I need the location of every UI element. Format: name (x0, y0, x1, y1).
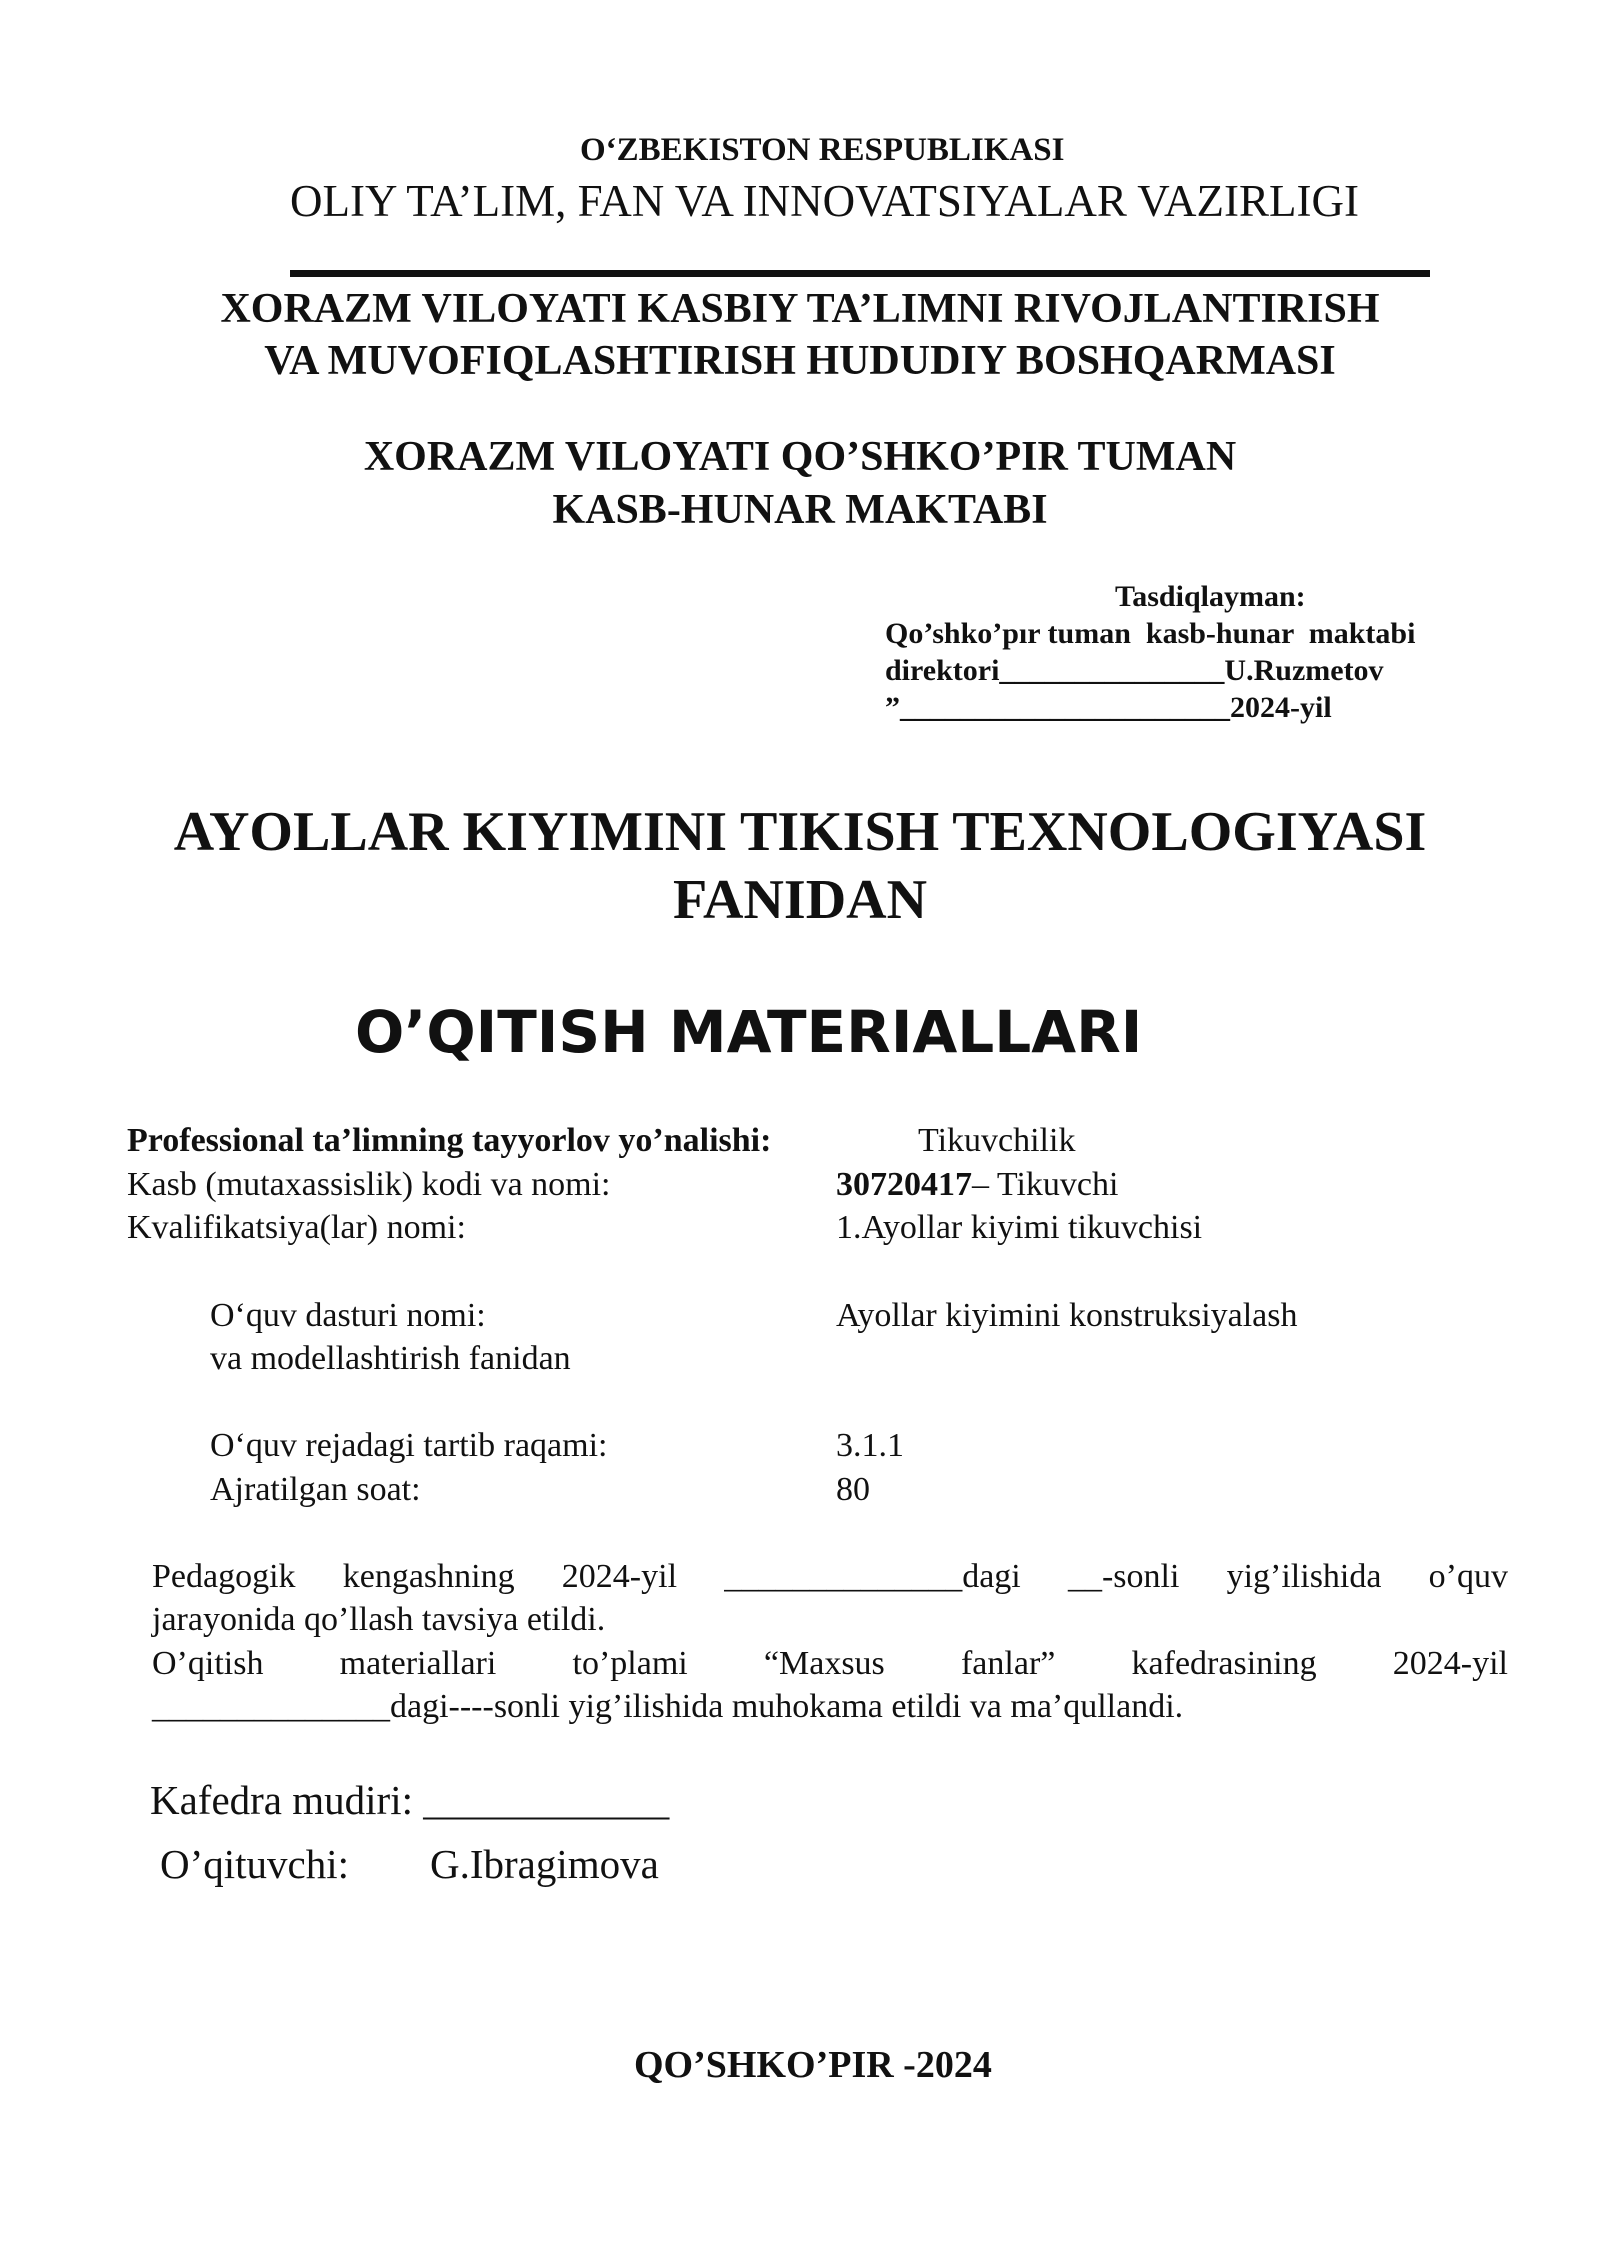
teacher-label: O’qituvchi: (160, 1841, 350, 1887)
subject-title-line2: FANIDAN (672, 869, 928, 931)
approval-line2: direktori_______________U.Ruzmetov (885, 654, 1384, 687)
qualification-label: Kvalifikatsiya(lar) nomi: (127, 1209, 466, 1246)
program-label-line2: va modellashtirish fanidan (210, 1340, 571, 1377)
paragraph1-line1: Pedagogik kengashning 2024-yil ______________dagi __-sonli yig’ilishida o’quv (152, 1558, 1508, 1595)
admin-heading-line2: VA MUVOFIQLASHTIRISH HUDUDIY BOSHQARMASI (264, 338, 1336, 384)
approval-line3: ”______________________2024-yil (885, 691, 1332, 724)
program-value: Ayollar kiyimini konstruksiyalash (836, 1297, 1298, 1334)
school-heading-line2: KASB-HUNAR MAKTABI (552, 487, 1048, 533)
direction-value: Tikuvchilik (918, 1122, 1076, 1159)
republic-heading: O‘ZBEKISTON RESPUBLIKASI (580, 132, 1065, 168)
header-divider (290, 270, 1430, 277)
paragraph2-line1: O’qitish materiallari to’plami “Maxsus fanlar” kafedrasining 2024-yil (152, 1645, 1508, 1682)
department-head-signature: Kafedra mudiri: ____________ (150, 1777, 670, 1823)
teacher-name: G.Ibragimova (430, 1841, 659, 1887)
code-value (836, 1166, 1118, 1204)
ministry-heading: OLIY TA’LIM, FAN VA INNOVATSIYALAR VAZIRLIGI (290, 176, 1359, 226)
document-title: O’QITISH MATERIALLARI (355, 998, 1143, 1066)
paragraph2-line2: ______________dagi----sonli yig’ilishida muhokama etildi va ma’qullandi. (152, 1688, 1184, 1725)
qualification-value: 1.Ayollar kiyimi tikuvchisi (836, 1209, 1203, 1246)
footer-place-year: QO’SHKO’PIR -2024 (634, 2044, 992, 2086)
order-label: O‘quv rejadagi tartib raqami: (210, 1427, 608, 1464)
program-label-line1: O‘quv dasturi nomi: (210, 1297, 486, 1334)
approval-line1: Qo’shko’pır tuman kasb-hunar maktabi (885, 617, 1416, 650)
code-name: – Tikuvchi (972, 1166, 1119, 1203)
school-heading-line1: XORAZM VILOYATI QO’SHKO’PIR TUMAN (363, 434, 1237, 480)
subject-title-line1: AYOLLAR KIYIMINI TIKISH TEXNOLOGIYASI (173, 801, 1427, 863)
code-label: Kasb (mutaxassislik) kodi va nomi: (127, 1166, 611, 1203)
paragraph1-line2: jarayonida qo’llash tavsiya etildi. (152, 1601, 606, 1638)
hours-label: Ajratilgan soat: (210, 1471, 421, 1508)
admin-heading-line1: XORAZM VILOYATI KASBIY TA’LIMNI RIVOJLANTIRISH (220, 286, 1380, 332)
direction-label: Professional ta’limning tayyorlov yo’nalishi: (127, 1122, 772, 1159)
order-value: 3.1.1 (836, 1427, 904, 1464)
hours-value: 80 (836, 1471, 870, 1508)
code-number: 30720417 (836, 1166, 972, 1203)
approval-title: Tasdiqlayman: (1115, 580, 1306, 613)
